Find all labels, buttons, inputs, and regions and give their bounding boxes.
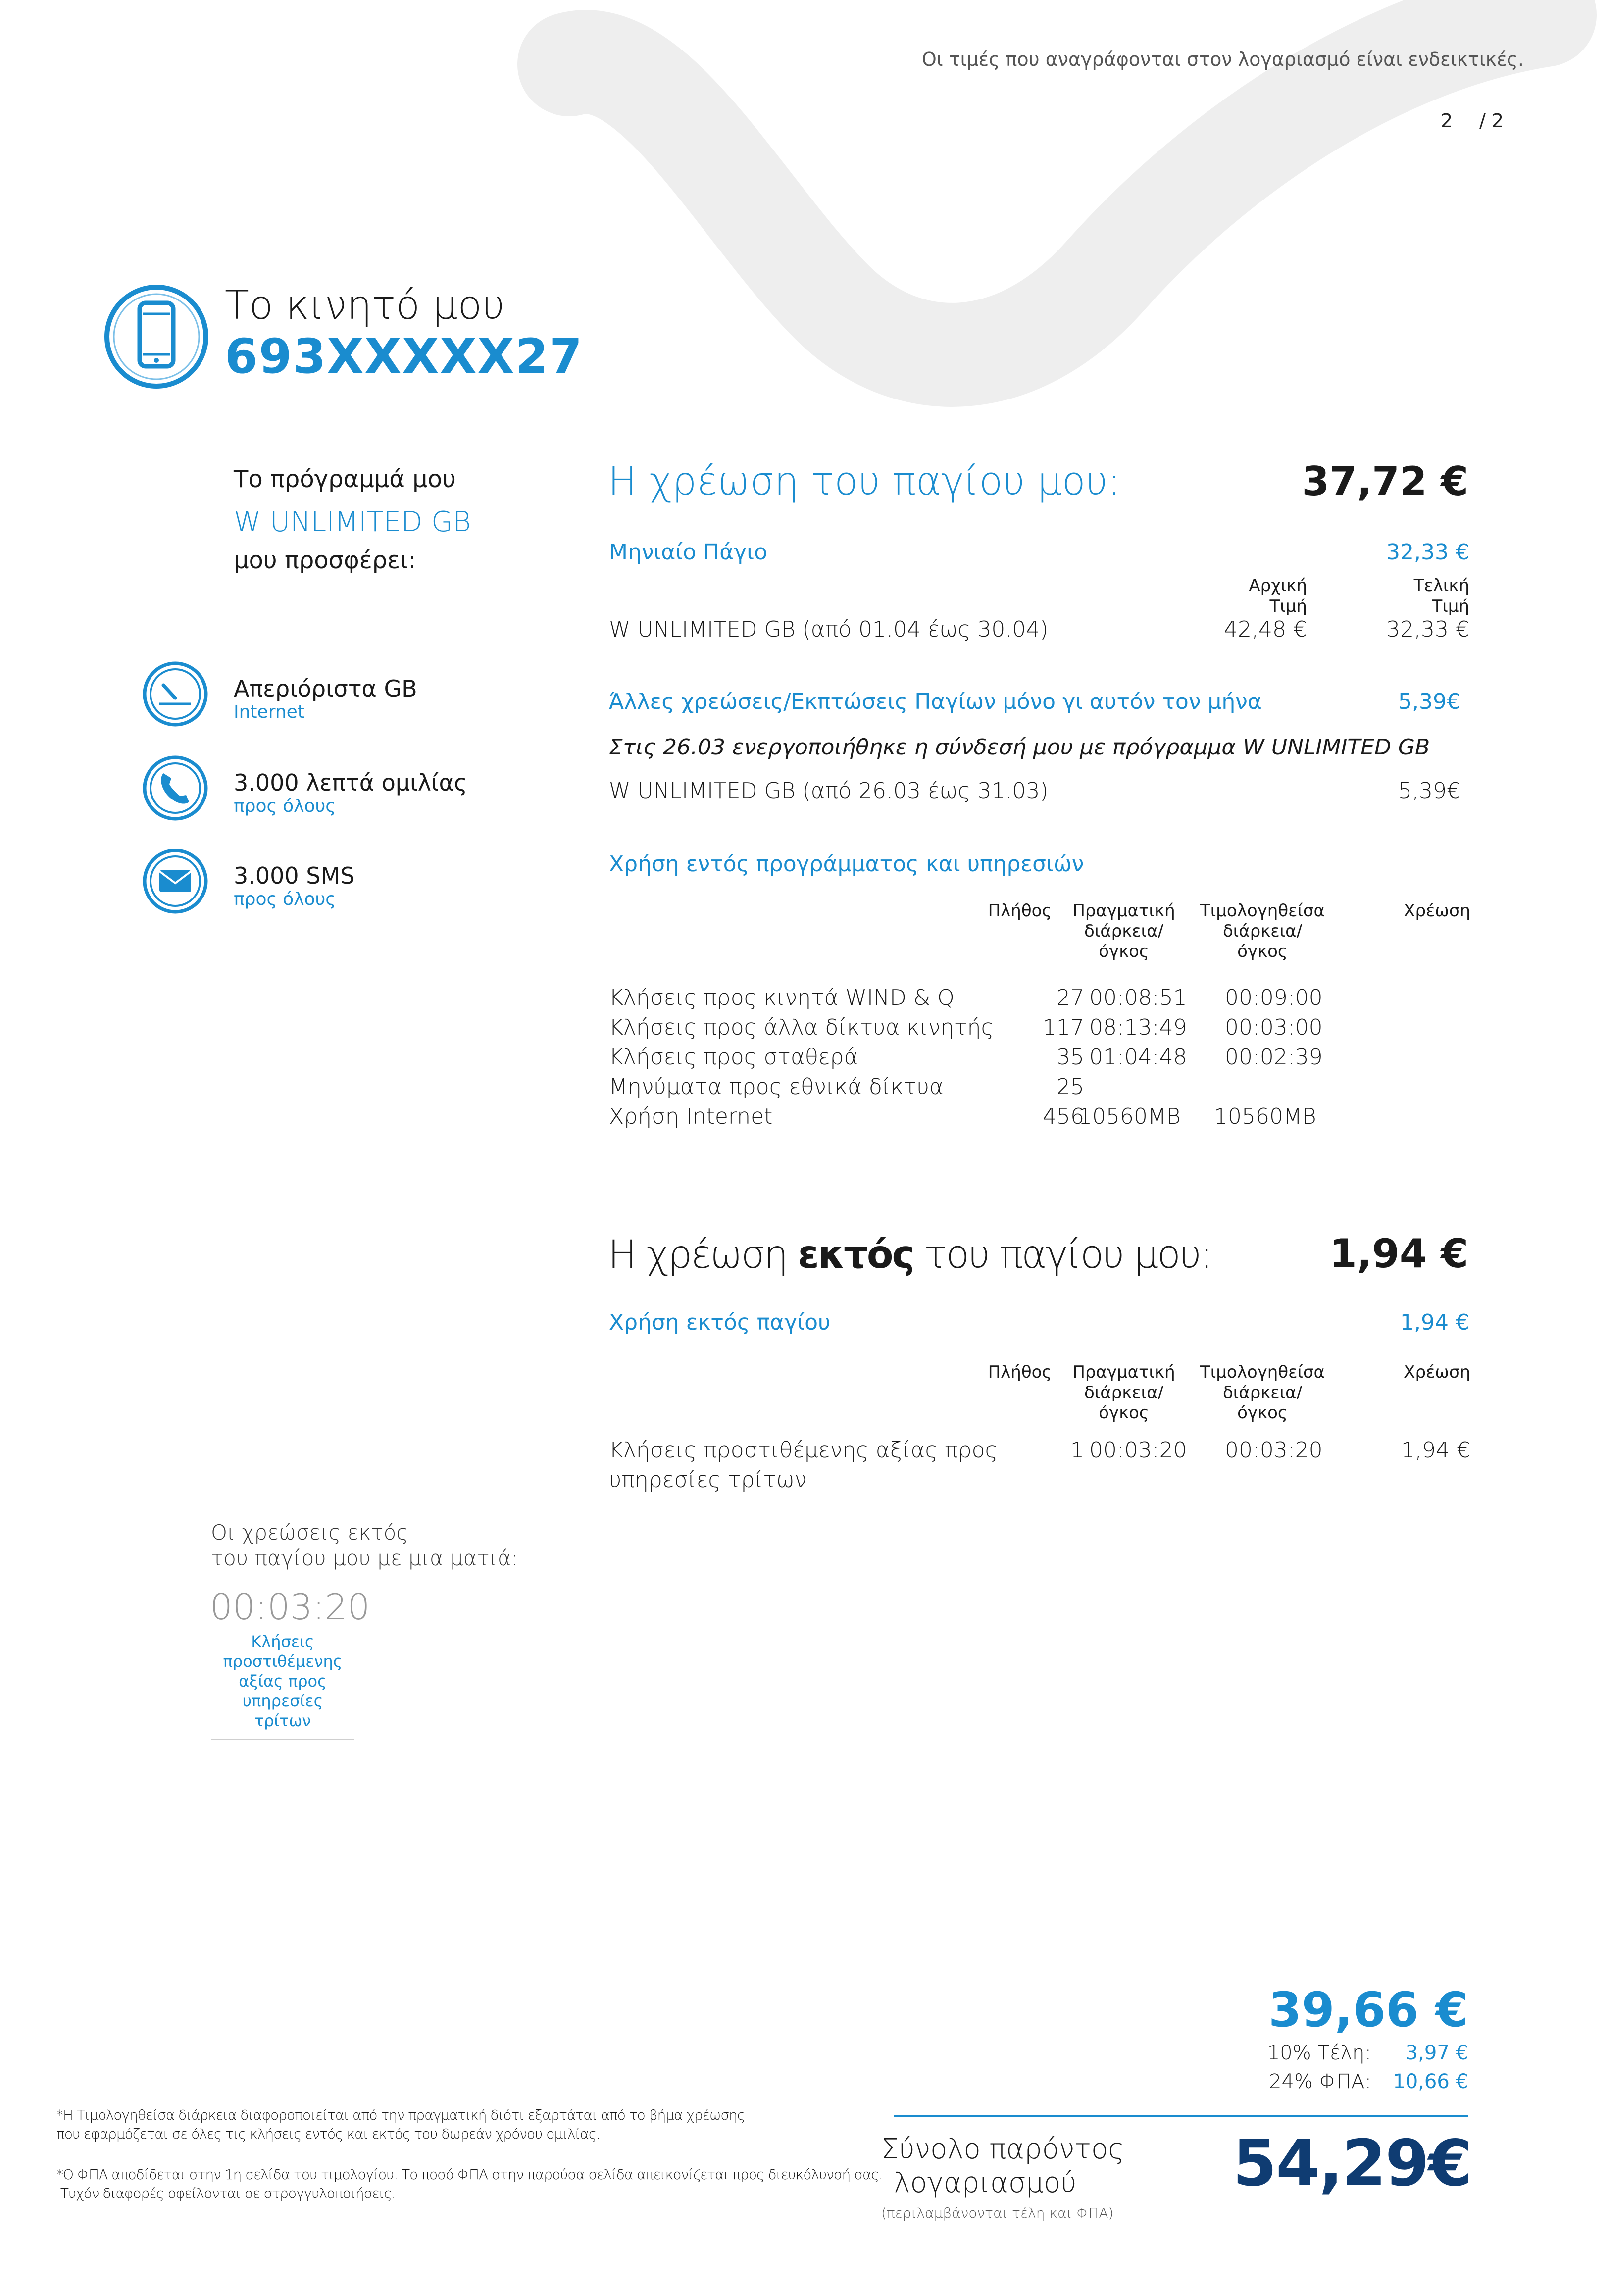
extra-usage-table	[609, 1362, 1470, 1501]
glance-caption-line: υπηρεσίες	[242, 1692, 323, 1710]
prorata-value: 5,39€	[1398, 778, 1460, 803]
feature-unlimited-data	[142, 660, 488, 735]
header-billed-line3: όγκος	[1237, 942, 1288, 961]
header-actual-line1: Πραγματική	[1072, 901, 1175, 921]
feature-sub-text: Internet	[234, 702, 304, 722]
table-row	[609, 1104, 1470, 1135]
row-charge: 1,94 €	[1401, 1438, 1470, 1463]
total-label-line1: Σύνολο παρόντος	[881, 2133, 1125, 2165]
initial-price-header-line1: Αρχική	[1249, 576, 1307, 596]
header-billed-line3: όγκος	[1237, 1403, 1288, 1423]
plan-intro: Το πρόγραμμά μου	[234, 465, 456, 493]
other-charges-label: Άλλες χρεώσεις/Εκπτώσεις Παγίων μόνο γι αυτόν τον μήνα	[609, 689, 1262, 714]
feature-sub-text: προς όλους	[234, 889, 336, 909]
fees-value: 3,97 €	[1405, 2042, 1468, 2064]
total-note: (περιλαμβάνονται τέλη και ΦΠΑ)	[881, 2205, 1114, 2221]
row-billed: 00:09:00	[1225, 985, 1323, 1010]
header-actual-line3: όγκος	[1099, 942, 1149, 961]
final-price-header	[1370, 575, 1469, 617]
header-actual-line2: διάρκεια/	[1084, 1383, 1164, 1402]
fixed-charge-total: 37,72 €	[1302, 458, 1468, 504]
phone-handset-icon	[142, 754, 209, 822]
activation-note: Στις 26.03 ενεργοποιήθηκε η σύνδεσή μου με πρόγραμμα W UNLIMITED GB	[609, 735, 1430, 760]
row-actual: 01:04:48	[1089, 1045, 1187, 1070]
table-row	[609, 1015, 1470, 1046]
header-actual-line1: Πραγματική	[1072, 1362, 1175, 1382]
initial-price-header	[1208, 575, 1307, 617]
row-billed: 00:03:00	[1225, 1015, 1323, 1040]
row-label: Μηνύματα προς εθνικά δίκτυα	[609, 1074, 944, 1099]
feature-sub-text: προς όλους	[234, 796, 336, 816]
glance-title	[211, 1520, 518, 1571]
extra-usage-label: Χρήση εκτός παγίου	[609, 1310, 831, 1335]
row-count: 456	[1043, 1104, 1084, 1129]
feature-main-text: 3.000 λεπτά ομιλίας	[234, 769, 467, 796]
extra-charge-title-bold: εκτός	[798, 1233, 913, 1277]
total-label	[881, 2133, 1125, 2200]
row-count: 35	[1057, 1045, 1084, 1070]
table-row	[609, 1045, 1470, 1075]
glance-caption-line: αξίας προς	[239, 1672, 327, 1691]
footnote-billing-step	[56, 2106, 745, 2144]
header-charge: Χρέωση	[1404, 901, 1470, 921]
glance-caption-line: τρίτων	[254, 1711, 311, 1730]
row-label-line2: υπηρεσίες τρίτων	[609, 1467, 807, 1493]
total-label-line2: λογαριασμού	[894, 2167, 1077, 2199]
header-billed-line2: διάρκεια/	[1222, 1383, 1303, 1402]
in-plan-usage-label: Χρήση εντός προγράμματος και υπηρεσιών	[609, 851, 1084, 877]
feature-main-text: Απεριόριστα GB	[234, 675, 417, 702]
glance-title-line2: του παγίου μου με μια ματιά:	[211, 1546, 518, 1570]
plan-name: W UNLIMITED GB	[234, 506, 471, 538]
row-count: 27	[1057, 985, 1084, 1010]
page-number-total: / 2	[1479, 110, 1504, 132]
vat-label: 24% ΦΠΑ:	[1269, 2070, 1371, 2093]
extra-charge-title-pre: Η χρέωση	[608, 1233, 798, 1277]
footnote-billing-step-line2: που εφαρμόζεται σε όλες τις κλήσεις εντός και εκτός του δωρεάν χρόνου ομιλίας.	[56, 2126, 601, 2142]
speedometer-icon	[142, 660, 209, 728]
extra-charge-total: 1,94 €	[1329, 1231, 1468, 1277]
vat-value: 10,66 €	[1393, 2070, 1468, 2093]
extra-charge-title-post: του παγίου μου:	[913, 1233, 1212, 1277]
plan-offers: μου προσφέρει:	[234, 547, 416, 574]
header-billed-line1: Τιμολογηθείσα	[1200, 901, 1325, 921]
row-billed: 00:03:20	[1225, 1438, 1323, 1463]
final-price-header-line1: Τελική	[1413, 576, 1469, 596]
plan-initial-price: 42,48 €	[1224, 617, 1307, 642]
table-row	[609, 985, 1470, 1016]
footnote-vat	[56, 2165, 883, 2203]
row-count: 25	[1057, 1074, 1084, 1099]
row-billed: 00:02:39	[1225, 1045, 1323, 1070]
header-actual	[1064, 1362, 1183, 1423]
header-charge: Χρέωση	[1404, 1362, 1470, 1382]
extra-charge-title	[608, 1233, 1211, 1277]
header-actual-line2: διάρκεια/	[1084, 921, 1164, 941]
feature-voice-minutes	[142, 754, 488, 829]
extra-usage-value: 1,94 €	[1400, 1310, 1469, 1335]
plan-final-price: 32,33 €	[1386, 617, 1469, 642]
row-label-line1: Κλήσεις προστιθέμενης αξίας προς	[609, 1438, 998, 1463]
row-count: 1	[1070, 1438, 1084, 1463]
footnote-vat-line1: *Ο ΦΠΑ αποδίδεται στην 1η σελίδα του τιμολογίου. Το ποσό ΦΠΑ στην παρούσα σελίδα απεικονίζεται προς διευκόλυνσή σας.	[56, 2166, 883, 2183]
row-actual: 00:08:51	[1089, 985, 1187, 1010]
envelope-icon	[142, 848, 209, 915]
usage-table	[609, 901, 1470, 1139]
header-billed-line1: Τιμολογηθείσα	[1200, 1362, 1325, 1382]
row-billed: 10560MB	[1214, 1104, 1316, 1129]
prorata-line: W UNLIMITED GB (από 26.03 έως 31.03)	[609, 778, 1049, 803]
table-row	[609, 1438, 1470, 1502]
final-price-header-line2: Τιμή	[1432, 597, 1469, 616]
table-row	[609, 1074, 1470, 1105]
row-actual: 00:03:20	[1089, 1438, 1187, 1463]
monthly-fee-label: Μηνιαίο Πάγιο	[609, 540, 768, 565]
row-actual: 08:13:49	[1089, 1015, 1187, 1040]
header-billed	[1198, 1362, 1327, 1423]
phone-number: 693XXXXX27	[225, 329, 584, 384]
initial-price-header-line2: Τιμή	[1269, 597, 1307, 616]
header-count: Πλήθος	[988, 1362, 1052, 1382]
row-label: Κλήσεις προς σταθερά	[609, 1045, 858, 1070]
subtotal-amount: 39,66 €	[1268, 1982, 1468, 2038]
feature-main-text: 3.000 SMS	[234, 862, 355, 889]
glance-caption-line: Κλήσεις	[251, 1632, 314, 1651]
my-mobile-title: Το κινητό μου	[225, 282, 505, 328]
fixed-charge-title: Η χρέωση του παγίου μου:	[608, 459, 1121, 504]
row-label: Χρήση Internet	[609, 1104, 773, 1129]
glance-title-line1: Οι χρεώσεις εκτός	[211, 1520, 408, 1545]
row-label: Κλήσεις προς κινητά WIND & Q	[609, 985, 955, 1010]
glance-caption-line: προστιθέμενης	[223, 1652, 343, 1671]
indicative-prices-notice: Οι τιμές που αναγράφονται στον λογαριασμό είναι ενδεικτικές.	[921, 49, 1524, 70]
plan-period-line: W UNLIMITED GB (από 01.04 έως 30.04)	[609, 617, 1049, 642]
row-actual: 10560MB	[1078, 1104, 1181, 1129]
page-number-current: 2	[1441, 110, 1453, 132]
fees-label: 10% Τέλη:	[1267, 2042, 1371, 2064]
feature-sms	[142, 848, 488, 922]
header-billed-line2: διάρκεια/	[1222, 921, 1303, 941]
glance-caption	[211, 1632, 354, 1731]
row-label: Κλήσεις προς άλλα δίκτυα κινητής	[609, 1015, 994, 1040]
other-charges-value: 5,39€	[1398, 689, 1460, 714]
header-billed	[1198, 901, 1327, 962]
footnote-billing-step-line1: *Η Τιμολογηθείσα διάρκεια διαφοροποιείται από την πραγματική διότι εξαρτάται από το βήμα χρέωσης	[56, 2107, 745, 2123]
grand-total-amount: 54,29€	[1233, 2127, 1471, 2200]
header-actual-line3: όγκος	[1099, 1403, 1149, 1423]
header-actual	[1064, 901, 1183, 962]
mobile-phone-icon	[103, 283, 210, 390]
glance-value: 00:03:20	[210, 1586, 370, 1628]
row-count: 117	[1043, 1015, 1084, 1040]
footnote-vat-line2: Τυχόν διαφορές οφείλονται σε στρογγυλοποιήσεις.	[56, 2185, 396, 2201]
header-count: Πλήθος	[988, 901, 1052, 921]
monthly-fee-value: 32,33 €	[1386, 540, 1469, 565]
total-divider	[894, 2115, 1468, 2117]
glance-divider	[211, 1739, 354, 1740]
